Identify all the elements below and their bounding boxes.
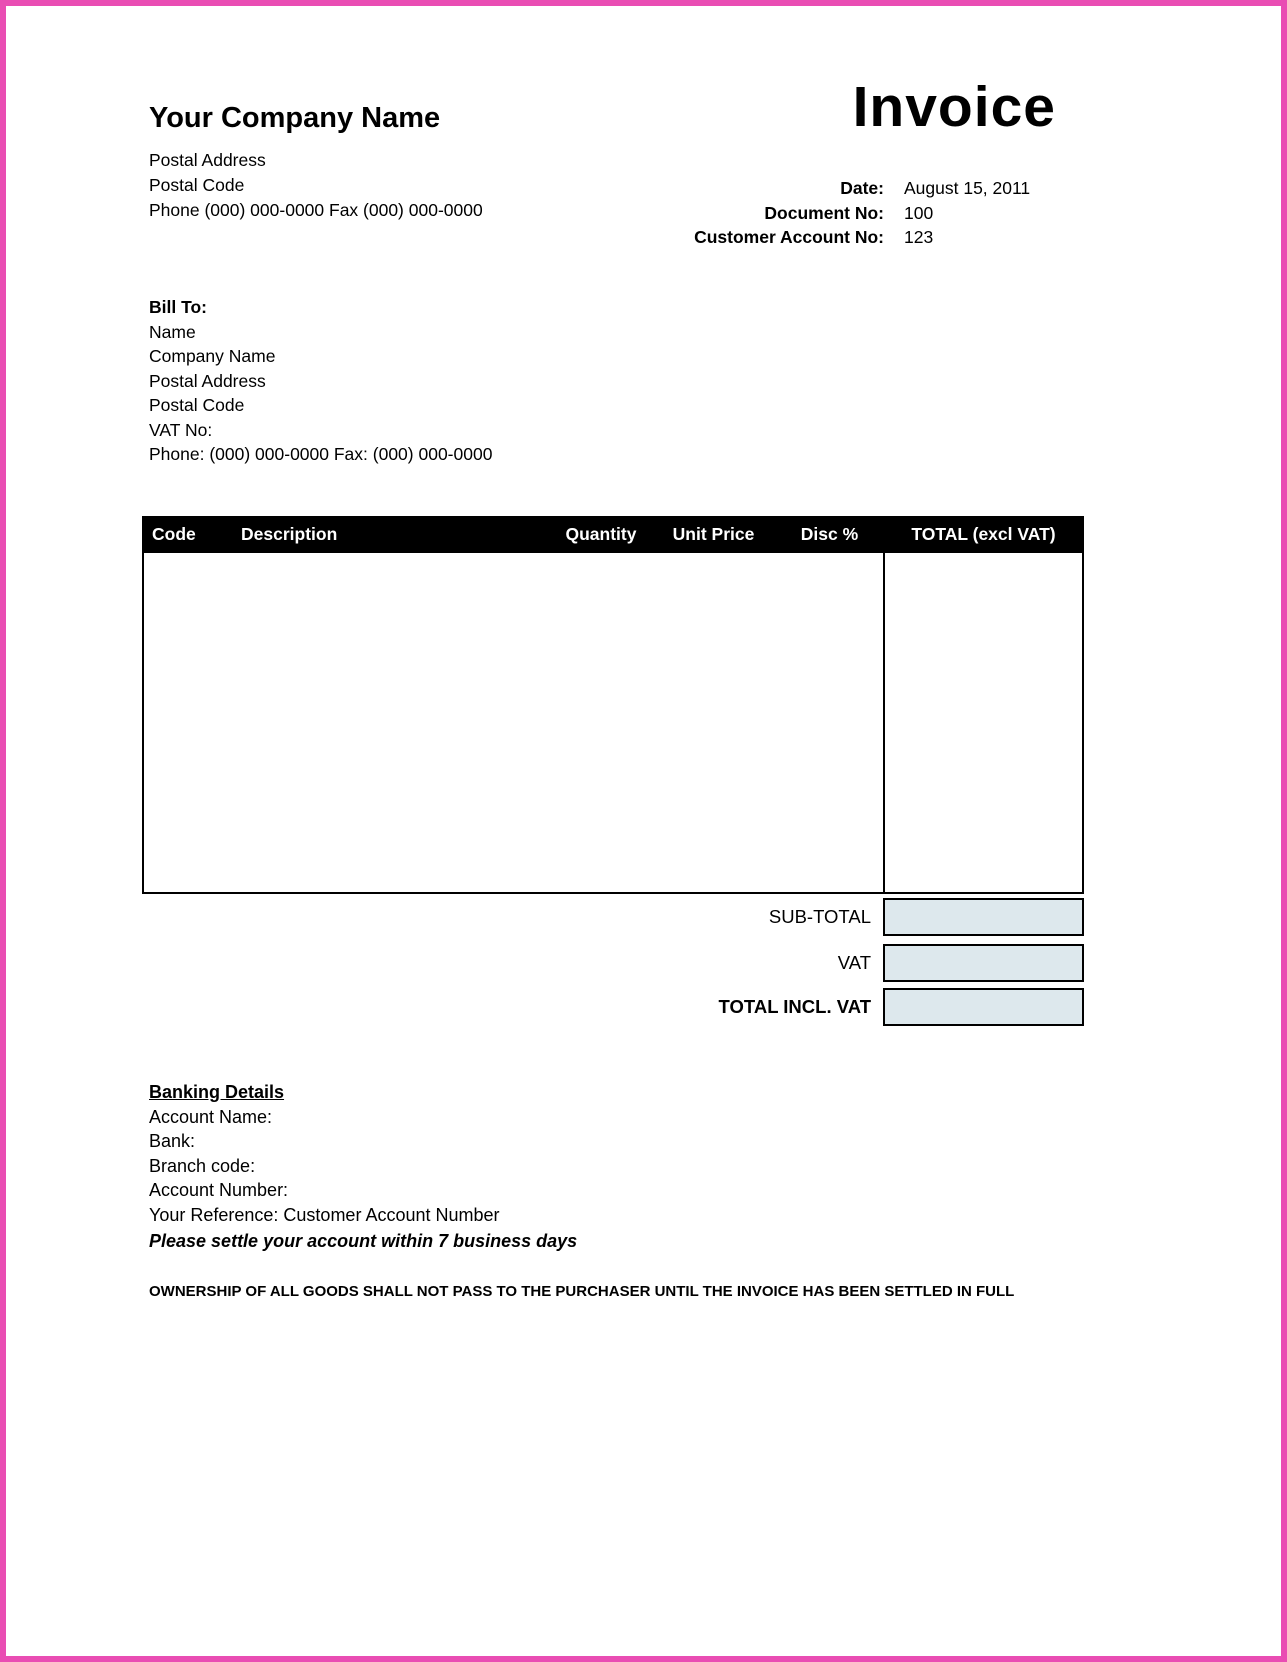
subtotal-value-box — [883, 898, 1084, 936]
column-header-quantity: Quantity — [565, 524, 637, 544]
items-table-body — [142, 553, 1084, 894]
bill-to-line: Postal Address — [149, 370, 266, 391]
banking-line: Bank: — [149, 1131, 196, 1151]
banking-details-heading: Banking Details — [149, 1082, 285, 1102]
subtotal-label: SUB-TOTAL — [768, 906, 871, 927]
items-table-header — [142, 516, 1084, 553]
vat-row — [142, 944, 1084, 982]
bill-to-line: Name — [149, 321, 196, 342]
bill-to-line: Company Name — [149, 346, 276, 366]
meta-row-customer-account-no — [566, 225, 1084, 250]
settlement-note: Please settle your account within 7 business days — [149, 1231, 578, 1251]
subtotal-row — [142, 898, 1084, 936]
total-incl-vat-label: TOTAL INCL. VAT — [718, 996, 871, 1017]
customer-account-no-value: 123 — [904, 227, 934, 247]
banking-line: Account Number: — [149, 1180, 289, 1200]
vat-value-box — [883, 944, 1084, 982]
column-header-code: Code — [152, 524, 196, 544]
bill-to-line: Phone: (000) 000-0000 Fax: (000) 000-0000 — [149, 444, 493, 464]
document-no-value: 100 — [904, 202, 934, 223]
bill-to-section — [149, 295, 492, 467]
meta-row-document-no — [566, 201, 1084, 226]
column-header-disc: Disc % — [800, 524, 859, 544]
meta-row-date — [566, 176, 1084, 201]
banking-details-section — [149, 1080, 577, 1254]
total-incl-vat-row — [142, 988, 1084, 1026]
company-address-line: Phone (000) 000-0000 Fax (000) 000-0000 — [149, 200, 483, 220]
banking-line: Branch code: — [149, 1155, 256, 1176]
company-address-line: Postal Code — [149, 175, 245, 195]
document-no-label: Document No: — [764, 202, 884, 223]
items-table — [142, 516, 1084, 894]
bill-to-line: VAT No: — [149, 419, 213, 440]
invoice-meta — [566, 176, 1084, 250]
ownership-disclaimer: OWNERSHIP OF ALL GOODS SHALL NOT PASS TO THE PURCHASER UNTIL THE INVOICE HAS BEEN SETTLED IN FULL — [149, 1283, 1015, 1300]
total-incl-vat-value-box — [883, 988, 1084, 1026]
total-column-divider — [883, 553, 885, 892]
vat-label: VAT — [837, 952, 871, 973]
column-header-unit-price: Unit Price — [672, 524, 755, 544]
company-address-line: Postal Address — [149, 150, 266, 170]
date-label: Date: — [840, 178, 884, 198]
column-header-description: Description — [241, 524, 338, 544]
bill-to-heading: Bill To: — [149, 297, 207, 317]
company-address — [149, 148, 483, 223]
date-value: August 15, 2011 — [904, 178, 1031, 198]
invoice-title: Invoice — [852, 75, 1056, 139]
column-header-total-excl-vat: TOTAL (excl VAT) — [911, 524, 1056, 544]
banking-line: Account Name: — [149, 1106, 273, 1127]
bill-to-line: Postal Code — [149, 395, 245, 415]
company-name: Your Company Name — [149, 102, 441, 134]
banking-line: Your Reference: Customer Account Number — [149, 1204, 500, 1225]
customer-account-no-label: Customer Account No: — [694, 227, 884, 247]
